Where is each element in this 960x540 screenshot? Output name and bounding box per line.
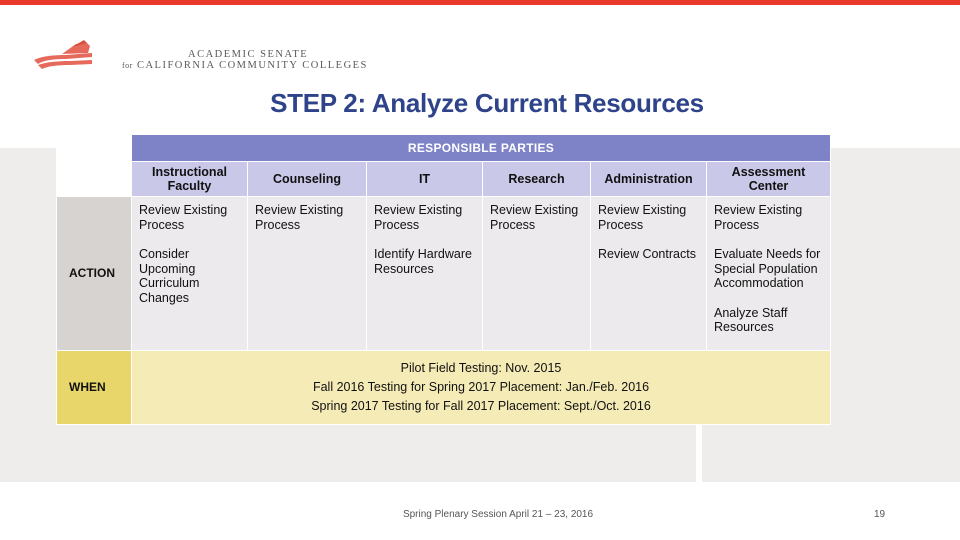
column-header <box>248 162 367 197</box>
when-row-label: WHEN <box>57 351 132 425</box>
org-name <box>122 49 368 71</box>
action-item-line: Evaluate Needs for <box>714 247 821 261</box>
table-corner <box>57 135 132 162</box>
action-item-line: Review Existing <box>490 203 579 217</box>
action-row <box>57 197 831 351</box>
action-item-line: Curriculum <box>139 276 200 290</box>
responsibility-table <box>56 134 831 425</box>
responsible-parties-header: RESPONSIBLE PARTIES <box>132 135 831 162</box>
column-header-row <box>57 162 831 197</box>
action-item-line: Review Existing <box>139 203 228 217</box>
action-item <box>598 203 699 232</box>
action-item-line: Process <box>714 217 760 232</box>
action-cell <box>132 197 248 351</box>
org-name-main: CALIFORNIA COMMUNITY COLLEGES <box>136 60 368 71</box>
action-item <box>255 203 359 232</box>
action-item-line: Analyze Staff <box>714 305 788 320</box>
action-cell <box>248 197 367 351</box>
action-item-line: Resources <box>714 320 774 334</box>
action-item <box>139 203 240 232</box>
action-item <box>490 203 583 232</box>
action-item-line: Review Existing <box>374 203 463 217</box>
action-item <box>714 247 823 291</box>
senate-logo-icon <box>32 38 96 72</box>
action-item <box>598 247 699 262</box>
when-row <box>57 351 831 425</box>
action-item-line: Review Existing <box>255 203 344 217</box>
action-item-line: Process <box>255 217 301 232</box>
action-item-line: Identify Hardware <box>374 247 472 261</box>
action-cell <box>483 197 591 351</box>
slide-title: STEP 2: Analyze Current Resources <box>270 88 704 118</box>
action-cell <box>591 197 707 351</box>
action-item-line: Process <box>139 217 185 232</box>
action-item-line: Special Population <box>714 261 818 276</box>
when-line: Spring 2017 Testing for Fall 2017 Placement: Sept./Oct. 2016 <box>311 399 651 413</box>
action-item-line: Accommodation <box>714 276 804 290</box>
action-cell <box>707 197 831 351</box>
action-item-line: Review Existing <box>598 203 687 217</box>
column-header-line: Research <box>508 171 565 186</box>
action-item <box>714 203 823 232</box>
action-item-line: Review Existing <box>714 203 803 217</box>
column-header-line: Faculty <box>167 179 212 193</box>
page-number: 19 <box>874 509 886 520</box>
column-header-line: Center <box>748 179 789 193</box>
action-item <box>139 247 240 305</box>
action-item-line: Upcoming <box>139 261 196 276</box>
org-name-line2 <box>122 60 368 71</box>
action-cell <box>367 197 483 351</box>
when-line: Fall 2016 Testing for Spring 2017 Placement: Jan./Feb. 2016 <box>312 380 650 394</box>
when-line: Pilot Field Testing: Nov. 2015 <box>400 361 562 375</box>
action-item-line: Changes <box>139 290 190 305</box>
top-accent-bar <box>0 0 960 5</box>
column-header <box>132 162 248 197</box>
action-item <box>714 306 823 335</box>
column-header <box>707 162 831 197</box>
table-corner <box>57 162 132 197</box>
column-header-line: Assessment <box>731 164 806 179</box>
action-item-line: Process <box>598 217 644 232</box>
footer-session-text: Spring Plenary Session April 21 – 23, 2016 <box>402 509 594 520</box>
org-name-prefix: for <box>122 61 133 70</box>
action-item-line: Resources <box>374 261 434 276</box>
column-header <box>367 162 483 197</box>
column-header-line: Counseling <box>272 171 342 186</box>
column-header-line: Instructional <box>151 164 227 179</box>
action-item-line: Process <box>490 217 536 232</box>
background-band <box>0 424 696 482</box>
column-header <box>591 162 707 197</box>
action-item-line: Process <box>374 217 420 232</box>
column-header-line: Administration <box>604 171 693 186</box>
column-header-line: IT <box>418 171 431 186</box>
column-header <box>483 162 591 197</box>
action-item-line: Consider <box>139 247 190 261</box>
action-item <box>374 203 475 232</box>
action-item-line: Review Contracts <box>598 247 696 261</box>
action-item <box>374 247 475 276</box>
org-name-line1: ACADEMIC SENATE <box>188 49 309 60</box>
action-row-label: ACTION <box>57 197 132 351</box>
when-cell <box>132 351 831 425</box>
